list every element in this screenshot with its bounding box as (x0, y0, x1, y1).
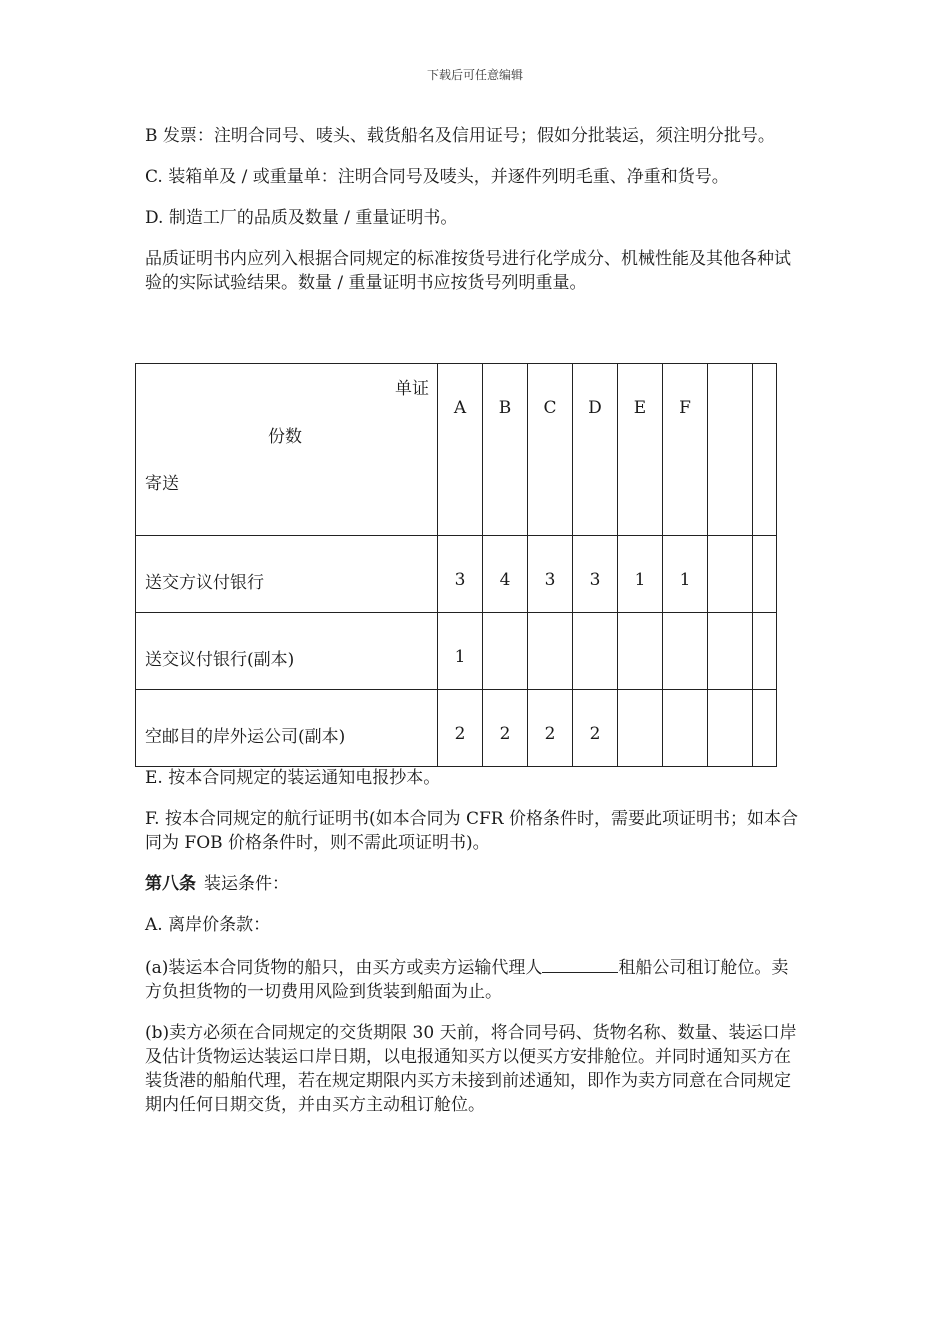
column-header: F (663, 364, 708, 536)
table-cell: 2 (438, 690, 483, 767)
header-documents-label: 单证 (395, 379, 429, 399)
table-cell (573, 613, 618, 690)
paragraph-quality-cert: 品质证明书内应列入根据合同规定的标准按货号进行化学成分、机械性能及其他各种试验的实际试验结果。数量 / 重量证明书应按货号列明重量。 (145, 249, 791, 293)
article-title: 装运条件： (204, 874, 289, 894)
table-cell (663, 690, 708, 767)
table-cell (528, 613, 573, 690)
table-cell (753, 536, 777, 613)
page-header: 下载后可任意编辑 (426, 68, 523, 82)
article-number: 第八条 (145, 874, 196, 894)
table-cell: 4 (483, 536, 528, 613)
column-header: B (483, 364, 528, 536)
table-row (136, 536, 777, 613)
table-cell: 2 (573, 690, 618, 767)
paragraph-certificate: D. 制造工厂的品质及数量 / 重量证明书。 (145, 208, 458, 228)
table-cell (753, 613, 777, 690)
paragraph-clause-a (145, 954, 805, 1004)
row-label: 送交方议付银行 (136, 536, 438, 613)
column-header: C (528, 364, 573, 536)
paragraph-shipping-notice: E. 按本合同规定的装运通知电报抄本。 (145, 768, 441, 788)
table-cell: 3 (573, 536, 618, 613)
table-header-row (136, 364, 777, 536)
header-copies-label: 份数 (268, 427, 302, 447)
table-cell (708, 690, 753, 767)
table-cell: 3 (438, 536, 483, 613)
paragraph-fob-title: A. 离岸价条款： (145, 915, 271, 935)
column-header (708, 364, 753, 536)
table-cell: 3 (528, 536, 573, 613)
document-body-bottom (145, 766, 805, 1134)
paragraph-packing-list: C. 装箱单及 / 或重量单：注明合同号及唛头，并逐件列明毛重、净重和货号。 (145, 167, 729, 187)
fill-in-blank (542, 954, 618, 973)
table-cell: 1 (663, 536, 708, 613)
table-cell (708, 613, 753, 690)
column-header: D (573, 364, 618, 536)
table-cell (483, 613, 528, 690)
table-cell: 2 (528, 690, 573, 767)
article-heading (145, 872, 805, 896)
table-cell: 2 (483, 690, 528, 767)
documents-table-wrapper (135, 363, 777, 767)
row-label: 空邮目的岸外运公司(副本) (136, 690, 438, 767)
column-header (753, 364, 777, 536)
table-cell (663, 613, 708, 690)
column-header: A (438, 364, 483, 536)
table-row (136, 690, 777, 767)
table-cell (618, 613, 663, 690)
documents-table (135, 363, 777, 767)
clause-a-text-end: 租船公司租订舱位。卖方负担货物的一切费用风险到货装到船面为止。 (145, 958, 789, 1002)
table-cell: 1 (438, 613, 483, 690)
clause-a-text-start: (a)装运本合同货物的船只，由买方或卖方运输代理人 (145, 958, 543, 978)
table-cell (753, 690, 777, 767)
document-body-top (145, 124, 805, 312)
paragraph-invoice: B 发票：注明合同号、唛头、载货船名及信用证号；假如分批装运，须注明分批号。 (145, 126, 775, 146)
table-cell (618, 690, 663, 767)
paragraph-navigation-cert: F. 按本合同规定的航行证明书(如本合同为 CFR 价格条件时，需要此项证明书；如本合同为 FOB 价格条件时，则不需此项证明书)。 (145, 809, 798, 853)
table-row (136, 613, 777, 690)
table-cell: 1 (618, 536, 663, 613)
row-label: 送交议付银行(副本) (136, 613, 438, 690)
table-cell (708, 536, 753, 613)
header-send-to-label: 寄送 (145, 474, 179, 494)
table-corner-header (136, 364, 438, 536)
column-header: E (618, 364, 663, 536)
paragraph-clause-b: (b)卖方必须在合同规定的交货期限 30 天前，将合同号码、货物名称、数量、装运口岸及估计货物运达装运口岸日期，以电报通知买方以便买方安排舱位。并同时通知买方在装货港的船舶代理，若在规定期限内买方未接到前述通知，即作为卖方同意在合同规定期内任何日期交货，并由买方主动租订舱位。 (145, 1023, 797, 1115)
